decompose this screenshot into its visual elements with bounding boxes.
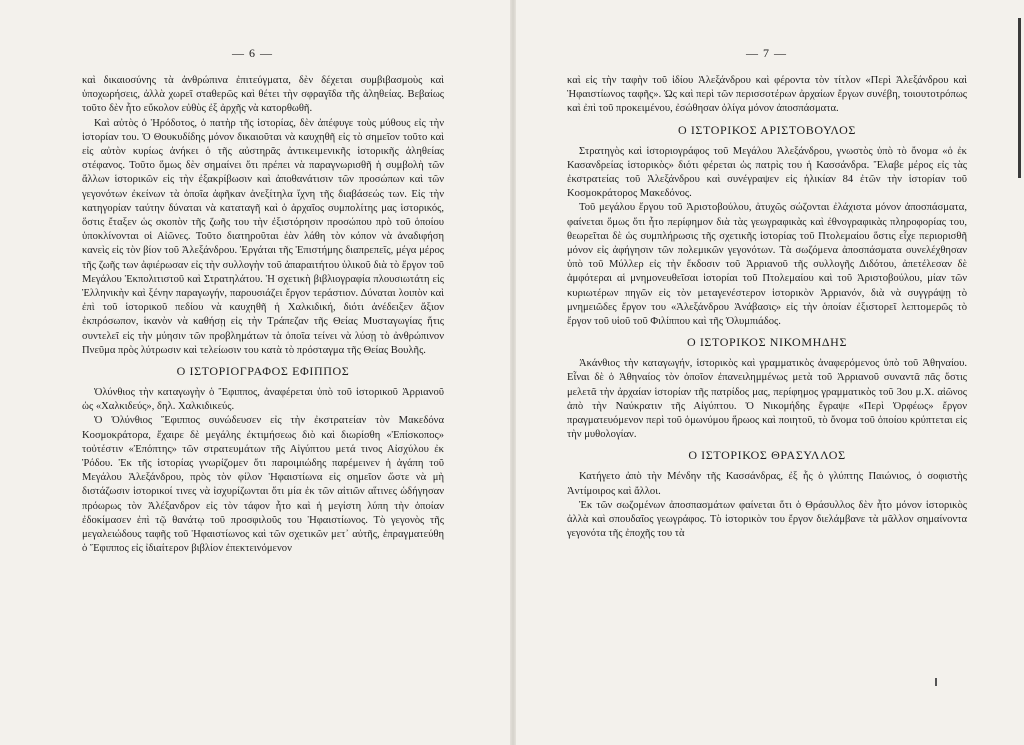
section-heading: Ο ΙΣΤΟΡΙΚΟΣ ΘΡΑΣΥΛΛΟΣ: [688, 448, 846, 463]
paragraph: Ὀλύνθιος τὴν καταγωγὴν ὁ Ἔφιππος, ἀναφέρεται ὑπὸ τοῦ ἱστορικοῦ Ἀρριανοῦ ὡς «Χαλκιδεύς», δηλ. Χαλκιδικεύς.: [82, 387, 444, 413]
paragraph: Ἐκ τῶν σωζομένων ἀποσπασμάτων φαίνεται ὅτι ὁ Θράσυλλος δὲν ἦτο μόνον ἱστορικὸς ἀλλὰ καὶ σπουδαῖος γεωγράφος. Τὸ ἱστορικὸν του ἔργον διελάμβανε τὰ μᾶλλον σημαίνοντα γεγονότα τῆς ἐποχῆς του τὰ: [567, 499, 967, 540]
left-page: [0, 0, 510, 745]
section-heading: Ο ΙΣΤΟΡΙΚΟΣ ΑΡΙΣΤΟΒΟΥΛΟΣ: [677, 122, 857, 137]
paragraph: Στρατηγὸς καὶ ἱστοριογράφος τοῦ Μεγάλου Ἀλεξάνδρου, γνωστὸς ὑπὸ τὸ ὄνομα «ὁ ἐκ Κασανδρείας ἱστορικὸς» διότι φέρεται ὡς πατρὶς του ἡ Κασσάνδρα. Ἔλαβε μέρος εἰς τὰς ἐκστρατείας τοῦ Ἀλεξάνδρου καὶ συνέγραψεν εἰς ἡλικίαν 84 ἐτῶν τὴν ἱστορίαν τοῦ Κοσμοκράτορος Μακεδόνος.: [567, 145, 967, 200]
paragraph: καὶ εἰς τὴν ταφὴν τοῦ ἰδίου Ἀλεξάνδρου καὶ φέροντα τὸν τίτλον «Περὶ Ἀλεξάνδρου καὶ Ἡφαιστίωνος ταφῆς». Ὡς καὶ περὶ τῶν περισσοτέρων ἀρχαίων ἔργων συνέβη, τοιουτοτρόπως καὶ ἐπὶ τοῦ προκειμένου, ἐσώθησαν ὀλίγα μόνον ἀποσπάσματα.: [567, 75, 967, 115]
page-number: — 6 —: [232, 46, 273, 60]
page-text: [82, 74, 444, 557]
paragraph: Ἀκάνθιος τὴν καταγωγήν, ἱστορικὸς καὶ γραμματικὸς ἀναφερόμενος ὑπὸ τοῦ Ἀθηναίου. Εἶναι δὲ ὁ Ἀθηναίος τὸν ὁποῖον ἐπανειλημμένως μετὰ τοῦ Ἀρριανοῦ συναντᾶ πᾶς ὅστις μελετᾶ τὴν ἀρχαίαν ἱστορίαν τῆς πατρίδος μας, περίφημος γραμματικὸς τοῦ 3ου μ.Χ. αἰῶνος ἀπὸ τὴν Ναύκρατιν τῆς Αἰγύπτου. Ὁ Νικομήδης ἔγραψε «Περὶ Ὀρφέως» ἔργον πραγματευόμενον περὶ τοῦ ὁμωνύμου ἥρωος καὶ ποιητοῦ, τὸ ὄνομα τοῦ ὁποίου κρύπτεται εἰς τὴν μυθολογίαν.: [567, 358, 967, 441]
page-text: [567, 74, 967, 541]
paragraph: Καὶ αὐτὸς ὁ Ἡρόδοτος, ὁ πατὴρ τῆς ἱστορίας, δὲν ἀπέφυγε τοὺς μύθους εἰς τὴν ἱστορίαν του. Ὁ Θουκυδίδης μόνον δικαιοῦται νὰ καυχηθῆ εἰς τὸ σημεῖον τοῦτο καὶ εἰς αὐτὸν κυρίως ἀνήκει ὁ τῆς αὐστηρᾶς ἀντικειμενικῆς ἱστορικῆς ἀληθείας στέφανος. Τοῦτο ὅμως δὲν σημαίνει ὅτι πρέπει νὰ παραγνωρισθῆ ἡ συμβολὴ τῶν ἄλλων ἱστορικῶν εἰς τὴν ἐξακρίβωσιν καὶ ἀποθανάτισιν τῶν προσώπων καὶ τῶν γεγονότων ἐκείνων τὰ ὁποῖα ἀφῆκαν ἀνεξίτηλα ἴχνη τῆς διαβάσεώς των. Εἰς τὴν κατηγορίαν ταύτην δύναται νὰ καταταγῆ καὶ ὁ ἀρχαῖος συμπολίτης μας ἱστορικός, ὅστις ἔταξεν ὡς σκοπὸν τῆς ζωῆς του τὴν ἐξιστόρησιν προσώπου πρὸ τοῦ ὁποίου ὑποκλίνονται οἱ Αἰῶνες. Τοῦτο διατηροῦται ἐὰν λάθη τὸν κόπον νὰ ἀναδιφήση κανεὶς εἰς τὸν βίον τοῦ Ἀλεξάνδρου. Ἐργάται τῆς Ἐπιστήμης διαπρεπεῖς, μέγα μέρος τῆς ζωῆς των ἀφιέρωσαν εἰς τὴν συλλογὴν τοῦ ἀπαραιτήτου ὑλικοῦ διὰ τὸ ἔργον τοῦ Μεγάλου Ἐκπολιτιστοῦ καὶ Στρατηλάτου. Ἡ σχετικὴ βιβλιογραφία πλουσιωτάτη εἰς Ἑλληνικὴν καὶ ξένην παραγωγήν, παρουσιάζει ἔργον τεράστιον. Δύναται λοιπὸν καὶ ἐπὶ τοῦ ἱστορικοῦ πεδίου νὰ καυχηθῆ ἡ Χαλκιδική, διότι ἀνέδειξεν ἄξιον ἐκπρόσωπον, ἱκανὸν νὰ καθήσῃ εἰς τὴν Τράπεζαν τῆς Θείας Μυσταγωγίας ἥτις συντελεῖ εἰς τὴν μύησιν τῶν προβλημάτων τὰ ὁποῖα τείνει νὰ λύσῃ τὸ ἀνθρώπινον Πνεῦμα πρὸς λύτρωσιν καὶ τελείωσιν του κατὰ τὸ πρόσταγμα τῆς Θείας Βουλῆς.: [82, 117, 444, 356]
paragraph: Ὁ Ὀλύνθιος Ἔφιππος συνώδευσεν εἰς τὴν ἐκστρατείαν τὸν Μακεδόνα Κοσμοκράτορα, ἔχαιρε δὲ μεγάλης ἐκτιμήσεως διὸ καὶ διωρίσθη «Ἐπίσκοπος» τοὐτέστιν «Ἐπόπτης» τῶν στρατευμάτων τῆς Αἰγύπτου μετά τινος Αἰσχύλου ἐκ Ῥόδου. Ἐκ τῆς ἱστορίας γνωρίζομεν ὅτι παροιμιώδης παρέμεινεν ἡ ἀγάπη τοῦ Μεγάλου Ἀλεξάνδρου, πρὸς τὸν φίλον Ἡφαιστίωνα εἰς σημεῖον ὥστε νὰ μὴ διστάζωσιν ἱστορικοί τινες νὰ ἰσχυρίζωνται ὅτι μία ἐκ τῶν αἰτιῶν αἵτινες ὡδήγησαν πρόωρως τὸν Ἀλέξανδρον εἰς τὸν τάφον ἦτο καὶ ἡ μεγίστη λύπη τὴν ὁποίαν ἐδοκίμασεν ἐπὶ τῷ θανάτῳ τοῦ προσφιλοῦς του Ἡφαιστίωνος. Τὸ γεγονὸς τῆς μεγαλειώδους ταφῆς τοῦ Ἡφαιστίωνος καὶ τῶν σχετικῶν μετ᾽ αὐτῆς, ἐπραγματεύθη ὁ Ἔφιππος εἰς ἰδιαίτερον βιβλίον ἐπεκτεινόμενον: [82, 415, 444, 555]
scan-edge-mark: [1018, 18, 1021, 178]
section-heading: Ο ΙΣΤΟΡΙΚΟΣ ΝΙΚΟΜΗΔΗΣ: [686, 335, 848, 350]
stray-mark: [935, 678, 937, 686]
paragraph: Τοῦ μεγάλου ἔργου τοῦ Ἀριστοβούλου, ἀτυχῶς σώζονται ἐλάχιστα μόνον ἀποσπάσματα, φαίνεται ὅμως ὅτι ἦτο περίφημον διὰ τὰς γεωγραφικὰς καὶ ἐθνογραφικὰς πληροφορίας του, θεωρεῖται δὲ ὡς συμπλήρωσις τῆς σχετικῆς ἱστορίας τοῦ Πτολεμαίου ὅστις εἶχε περιορισθῆ μόνον εἰς ἀφήγησιν τῶν πολεμικῶν γεγονότων. Τὰ σωζόμενα ἀποσπάσματα συνελέχθησαν ὑπὸ τοῦ Μύλλερ εἰς τὴν ἔκδοσιν τοῦ Ἀρριανοῦ τῆς συλλογῆς Διδότου, ἀπετέλεσαν δὲ ἀμφότεραι αἱ μνημονευθεῖσαι ἱστορίαι τοῦ Πτολεμαίου καὶ τοῦ Ἀριστοβούλου, μίαν τῶν κυριωτέρων πηγῶν εἰς τὸν μεταγενέστερον ἱστορικὸν Ἀρριανόν, διὰ νὰ συγγράψῃ τὸ μνημειῶδες ἔργον του «Ἀλεξάνδρου Ἀνάβασις» εἰς τὴν ὁποίαν ἐξιστορεῖ λεπτομερῶς τὸ ἔργον τοῦ υἱοῦ τοῦ Φιλίππου καὶ τῆς Ὀλυμπιάδος.: [567, 202, 967, 328]
right-page: [516, 0, 1024, 745]
page-number: — 7 —: [746, 46, 787, 60]
paragraph: καὶ δικαιοσύνης τὰ ἀνθρώπινα ἐπιτεύγματα, δὲν δέχεται συμβιβασμοὺς καὶ ὑποχωρήσεις, ἀλλὰ χωρεῖ σταθερῶς καὶ θέτει τὴν σφραγῖδα τῆς ἀληθείας. Βεβαίως τοῦτο δὲν ἦτο εὔκολον εὐθὺς ἐξ ἀρχῆς νὰ κατορθωθῆ.: [82, 75, 444, 115]
section-heading: Ο ΙΣΤΟΡΙΟΓΡΑΦΟΣ ΕΦΙΠΠΟΣ: [176, 364, 350, 379]
paragraph: Κατήγετο ἀπὸ τὴν Μένδην τῆς Κασσάνδρας, ἐξ ἧς ὁ γλύπτης Παιώνιος, ὁ σοφιστὴς Ἀντίμοιρος καὶ ἄλλοι.: [567, 471, 967, 497]
